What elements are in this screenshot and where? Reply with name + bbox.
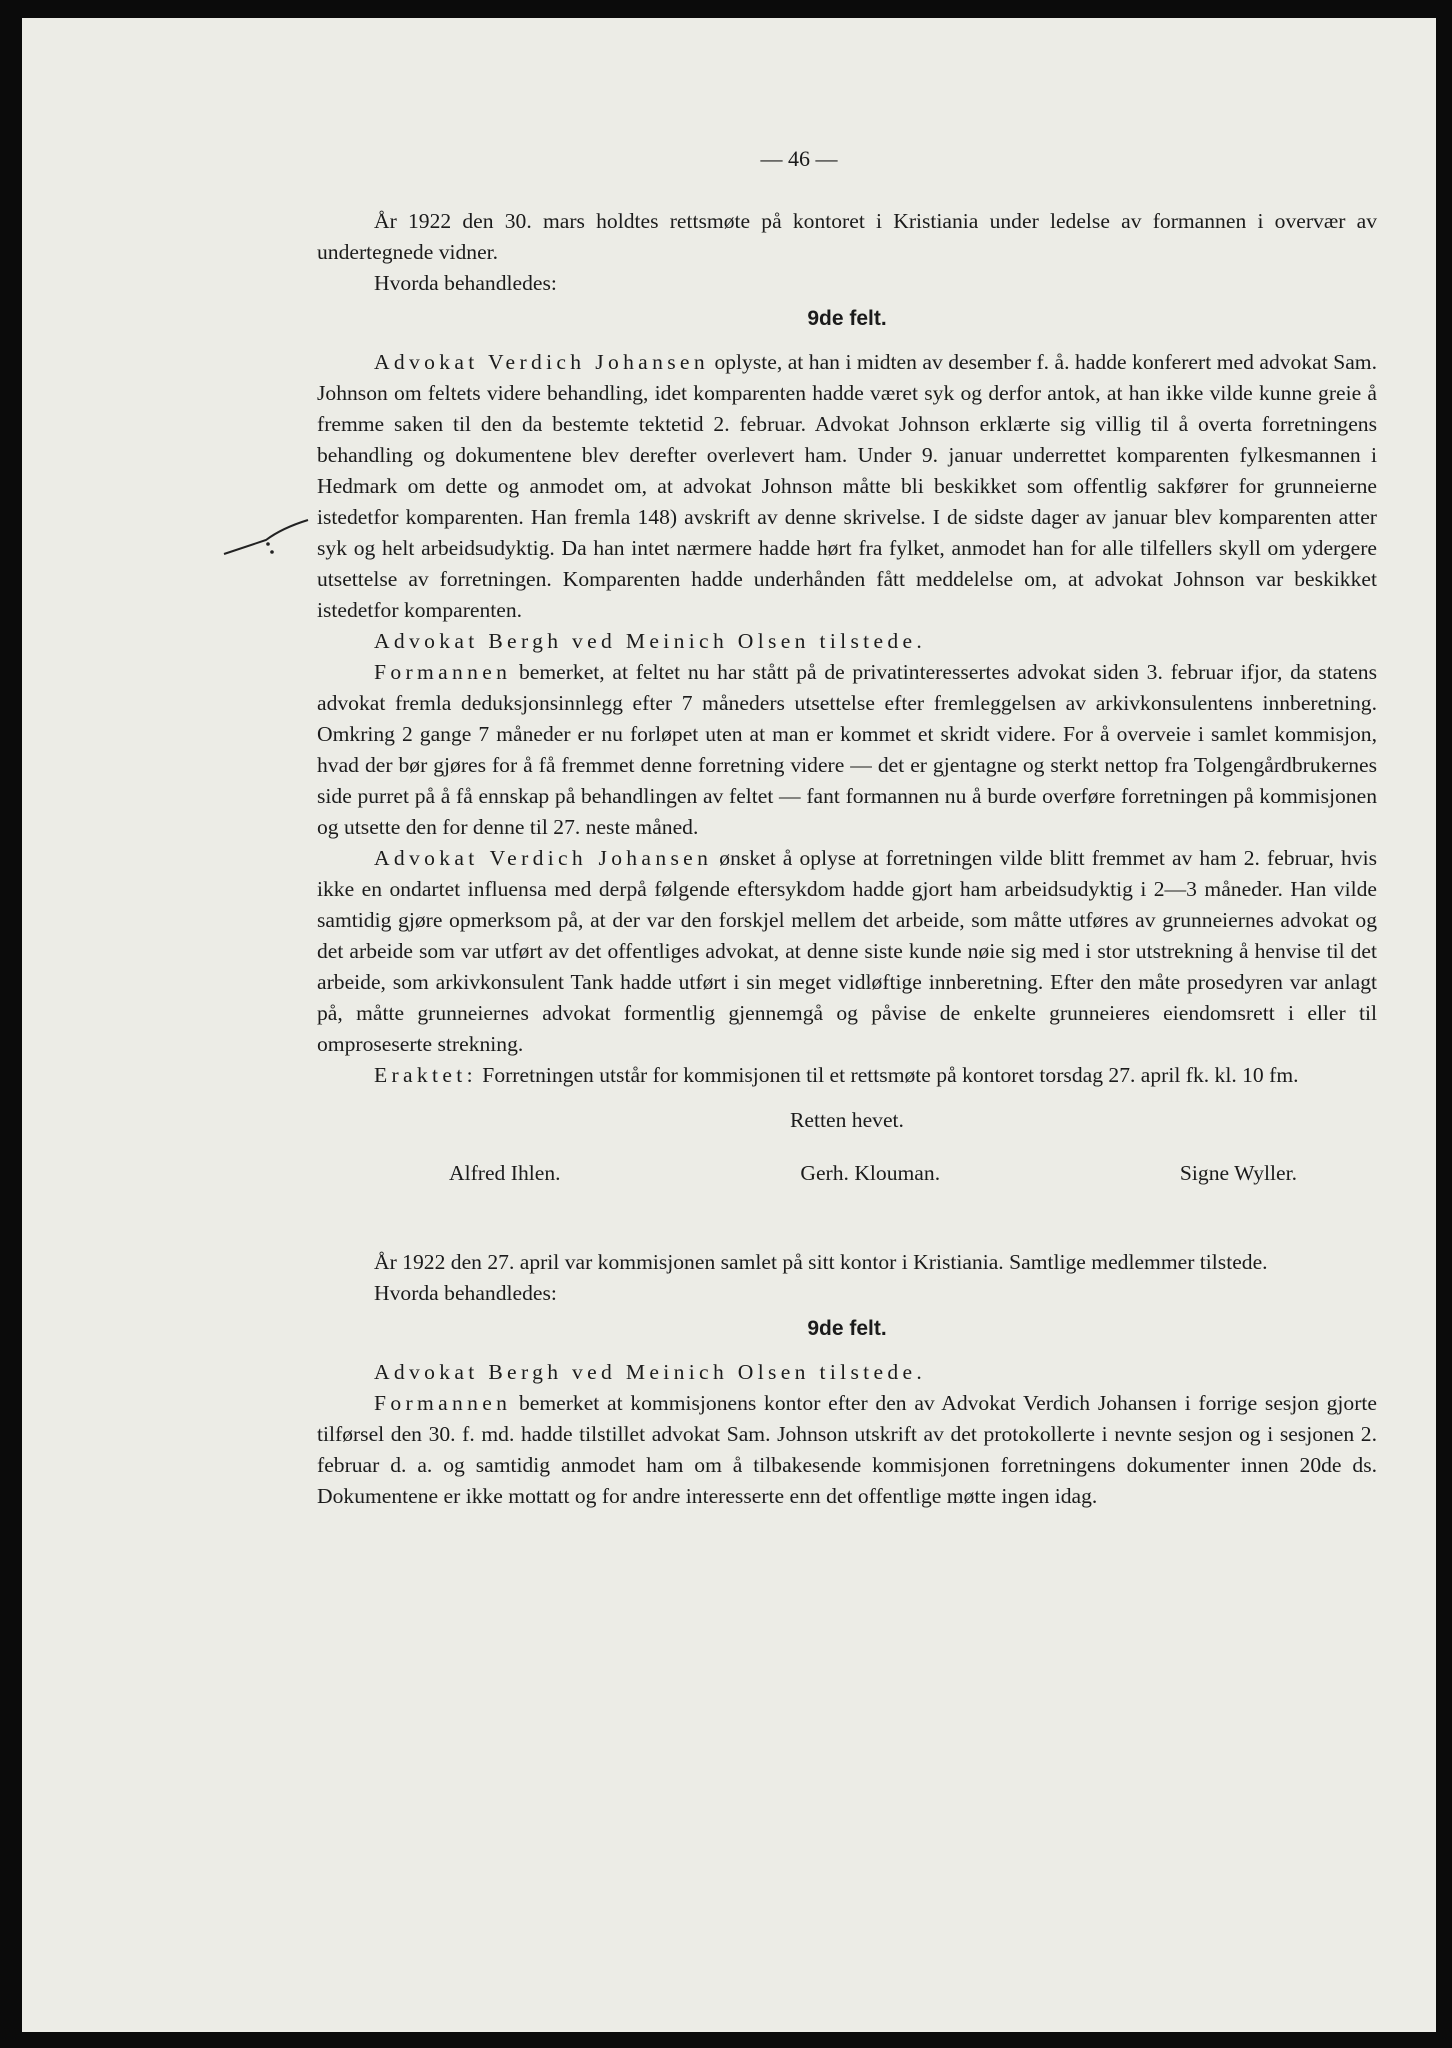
session1-opening: År 1922 den 30. mars holdtes rettsmøte på kontoret i Kristiania under ledelse av formannen i overvær av undertegnede vidner.	[317, 209, 1377, 264]
session2-agenda: Hvorda behandledes:	[374, 1281, 557, 1305]
speaker-name: Advokat Verdich Johansen	[374, 350, 709, 374]
document-body	[317, 206, 1377, 1512]
document-page	[22, 18, 1436, 2032]
signature-3: Signe Wyller.	[1179, 1161, 1297, 1185]
session1-heading: 9de felt.	[807, 307, 887, 330]
session1-ruling: Eraktet: Forretningen utstår for kommisjonen til et rettsmøte på kontoret torsdag 27. april fk. kl. 10 fm.	[374, 1063, 1299, 1087]
speaker-name: Formannen	[374, 1391, 512, 1415]
signatures	[449, 1158, 1297, 1189]
margin-mark	[222, 518, 332, 568]
ruling-label: Eraktet:	[374, 1063, 477, 1087]
session2-paragraph-2: Formannen bemerket at kommisjonens kontor efter den av Advokat Verdich Johansen i forrige sesjon gjorte tilførsel den 30. f. md. hadde tilstillet advokat Sam. Johnson utskrift av det protokollerte i nevnte sesjon og i sesjonen 2. februar d. a. og samtidig anmodet ham om å tilbakesende kommisjonen forretningens dokumenter innen 20de ds. Dokumentene er ikke mottatt og for andre interesserte enn det offentlige møtte ingen idag.	[317, 1391, 1377, 1508]
signature-2: Gerh. Klouman.	[800, 1161, 941, 1185]
session1-paragraph-1: Advokat Verdich Johansen oplyste, at han i midten av desember f. å. hadde konferert med advokat Sam. Johnson om feltets videre behandling, idet komparenten hadde været syk og derfor antok, at han ikke vilde kunne greie å fremme saken til den da bestemte tektetid 2. februar. Advokat Johnson erklærte sig villig til å overta forretningens behandling og dokumentene blev derefter overlevert ham. Under 9. januar underrettet komparenten fylkesmannen i Hedmark om dette og anmodet om, at advokat Johnson måtte bli beskikket som offentlig sakfører for grunneierne istedetfor komparenten. Han fremla 148) avskrift av denne skrivelse. I de sidste dager av januar blev komparenten atter syk og helt arbeidsudyktig. Da han intet nærmere hadde hørt fra fylket, anmodet han for alle tilfellers skyll om ydergere utsettelse av forretningen. Komparenten hadde underhånden fått meddelelse om, at advokat Johnson var beskikket istedetfor komparenten.	[317, 350, 1377, 622]
speaker-name: Formannen	[374, 660, 512, 684]
speaker-name: Advokat Verdich Johansen	[374, 846, 713, 870]
session2-heading: 9de felt.	[807, 1317, 887, 1340]
page-number: — 46 —	[760, 146, 838, 171]
session1-paragraph-2: Advokat Bergh ved Meinich Olsen tilstede.	[374, 629, 927, 653]
signature-1: Alfred Ihlen.	[449, 1161, 561, 1185]
session2-paragraph-1: Advokat Bergh ved Meinich Olsen tilstede.	[374, 1360, 927, 1384]
session2-opening: År 1922 den 27. april var kommisjonen samlet på sitt kontor i Kristiania. Samtlige medlemmer tilstede.	[374, 1250, 1268, 1274]
session1-paragraph-4: Advokat Verdich Johansen ønsket å oplyse at forretningen vilde blitt fremmet av ham 2. februar, hvis ikke en ondartet influensa med derpå følgende eftersykdom hadde gjort ham arbeidsudyktig i 2—3 måneder. Han vilde samtidig gjøre opmerksom på, at der var den forskjel mellem det arbeide, som måtte utføres av grunneiernes advokat og det arbeide som var utført av det offentliges advokat, at denne siste kunde nøie sig med i stor utstrekning å henvise til det arbeide, som arkivkonsulent Tank hadde utført i sin meget vidløftige innberetning. Efter den måte prosedyren var anlagt på, måtte grunneiernes advokat formentlig gjennemgå og påvise de enkelte grunneieres eiendomsrett i eller til omproseserte strekning.	[317, 846, 1377, 1056]
session1-agenda: Hvorda behandledes:	[374, 271, 557, 295]
session1-paragraph-3: Formannen bemerket, at feltet nu har stått på de privatinteressertes advokat siden 3. februar ifjor, da statens advokat fremla deduksjonsinnlegg efter 7 måneders utsettelse efter fremleggelsen av arkivkonsulentens innberetning. Omkring 2 gange 7 måneder er nu forløpet uten at man er kommet et skridt videre. For å overveie i samlet kommisjon, hvad der bør gjøres for å få fremmet denne forretning videre — det er gjentagne og sterkt nettop fra Tolgengårdbrukernes side purret på å få ennskap på behandlingen av feltet — fant formannen nu å burde overføre forretningen på kommisjonen og utsette den for denne til 27. neste måned.	[317, 660, 1377, 839]
session1-closing: Retten hevet.	[790, 1108, 904, 1132]
